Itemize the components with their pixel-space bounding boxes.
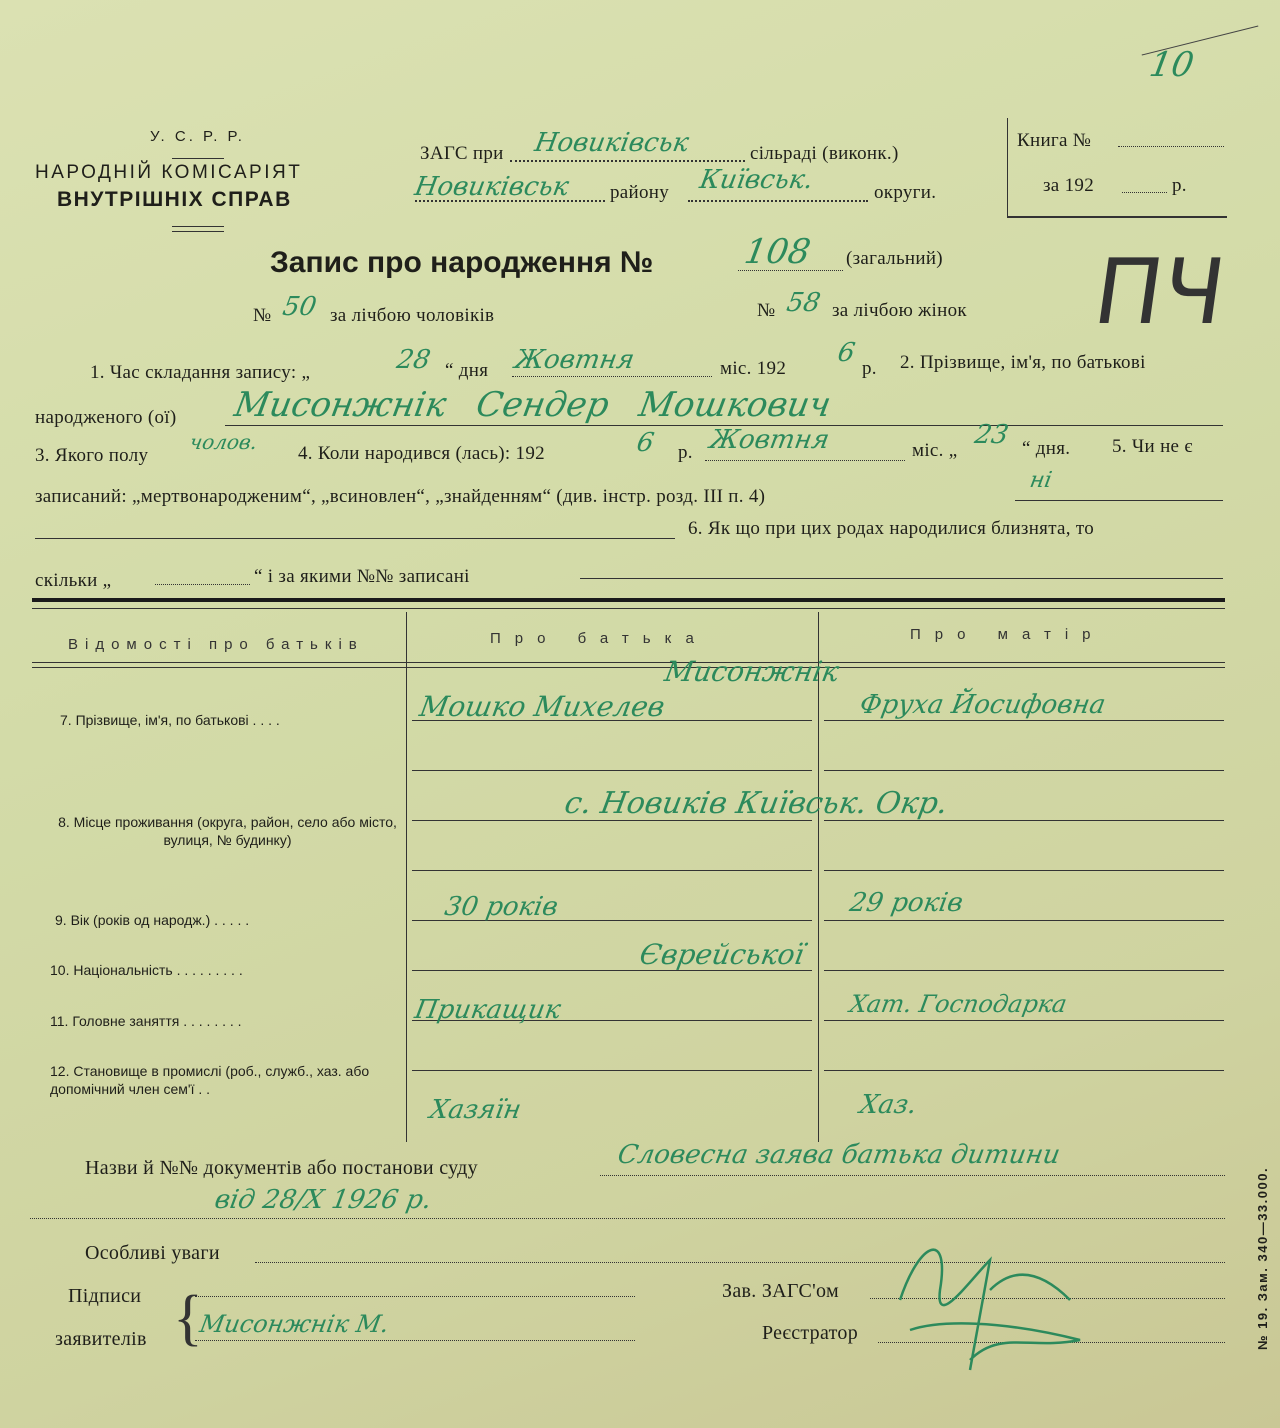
book-box-border (1007, 118, 1008, 218)
book-year-prefix: за 192 (1043, 175, 1094, 196)
signatures-label-2: заявителів (55, 1328, 147, 1350)
documents-line (600, 1175, 1225, 1176)
row-line (824, 1070, 1224, 1071)
registrar-label: Реєстратор (762, 1322, 859, 1344)
okruha-value: Київськ. (697, 165, 816, 195)
row-line (412, 1070, 812, 1071)
documents-value: Словесна заява батька дитини (615, 1140, 1063, 1170)
pencil-stroke (1142, 25, 1259, 55)
row-label-occupation: 11. Головне заняття . . . . . . . . (50, 1013, 242, 1029)
print-code: № 19. Зам. 340—33.000. (1255, 1166, 1270, 1350)
field-6-label-c: “ і за якими №№ записані (254, 566, 470, 587)
row-label-residence: 8. Місце проживання (округа, район, село або місто, вулиця, № будинку) (58, 814, 397, 848)
header-rule (32, 662, 1225, 663)
female-count-value: 58 (784, 288, 823, 318)
row-label-status: 12. Становище в промислі (роб., служб., хаз. або допомічний член сем'ї . . (50, 1063, 370, 1097)
field-6-line (35, 538, 675, 539)
archive-page-number: 10 (1146, 45, 1197, 85)
male-count-label: за лічбою чоловіків (330, 305, 495, 326)
documents-value-date: від 28/X 1926 р. (212, 1185, 434, 1215)
field-1-year-label: міс. 192 (720, 358, 787, 379)
field-4-year: 6 (634, 428, 657, 458)
row-line (824, 920, 1224, 921)
row-line (412, 770, 812, 771)
field-1-r: р. (862, 358, 877, 379)
field-1-day-label: “ дня (445, 360, 489, 381)
documents-label: Назви й №№ документів або постанови суду (85, 1157, 478, 1179)
table-top-rule (32, 608, 1225, 609)
district-label: району (610, 182, 670, 203)
twins-numbers-line (580, 578, 1223, 579)
brace: { (173, 1284, 203, 1352)
father-name: Мошко Михелев (417, 690, 668, 723)
field-3-value: чолов. (187, 430, 260, 454)
column-divider (406, 612, 407, 1142)
official-signature (880, 1220, 1120, 1400)
month-line (512, 376, 712, 377)
field-4-day-label: “ дня. (1022, 438, 1071, 459)
mother-age: 29 років (847, 888, 966, 918)
row-line (824, 870, 1224, 871)
signature-line (195, 1340, 635, 1341)
book-box-border (1007, 216, 1227, 218)
divider (172, 231, 224, 232)
field-4-month: Жовтня (707, 425, 832, 455)
column-divider (818, 612, 819, 1142)
field-4-r: р. (678, 442, 693, 463)
book-line (1118, 146, 1224, 147)
zags-head-label: Зав. ЗАГС'ом (722, 1280, 839, 1302)
column-header-father: Про батька (490, 630, 708, 647)
column-header-mother: Про матір (910, 626, 1105, 643)
okruha-line (688, 200, 868, 202)
child-name: Мисонжнік Сендер Мошкович (231, 385, 835, 425)
field-2-label: 2. Прізвище, ім'я, по батькові (900, 352, 1146, 373)
row-line (412, 870, 812, 871)
female-count-prefix: № (757, 300, 776, 321)
male-count-prefix: № (253, 305, 272, 326)
applicant-signature: Мисонжнік М. (197, 1310, 392, 1338)
row-label-nationality: 10. Національність . . . . . . . . . (50, 962, 243, 978)
okruha-label: округи. (874, 182, 937, 203)
field-4-day: 23 (972, 420, 1011, 450)
mother-name: Фрухa Йосифовна (857, 690, 1108, 720)
signatures-label-1: Підписи (68, 1285, 142, 1307)
divider (172, 158, 224, 159)
father-occupation: Прикащик (412, 995, 564, 1025)
row-line (824, 770, 1224, 771)
twins-count-line (155, 584, 250, 585)
nationality: Єврейської (637, 938, 807, 971)
father-age: 30 років (442, 892, 561, 922)
notes-label: Особливі уваги (85, 1242, 220, 1264)
book-label: Книга № (1017, 130, 1092, 151)
zags-suffix: сільраді (виконк.) (750, 143, 899, 164)
header-rule (32, 667, 1225, 668)
father-status: Хазяїн (427, 1095, 524, 1125)
signature-line (195, 1296, 635, 1297)
table-top-rule (32, 598, 1225, 602)
field-4-mis: міс. „ (912, 440, 958, 461)
record-number: 108 (741, 232, 814, 272)
row-label-age: 9. Вік (років од народж.) . . . . . (55, 912, 250, 928)
row-line (824, 970, 1224, 971)
row-line (824, 1020, 1224, 1021)
field-6-label-b: скільки „ (35, 570, 112, 591)
zags-line (510, 160, 745, 162)
registrar-mark: ПЧ (1087, 240, 1232, 345)
field-5-label-b: записаний: „мертвонародженим“, „всиновлен“, „знайденням“ (див. інстр. розд. III п. 4) (35, 486, 766, 507)
commissariat-line-1: НАРОДНІЙ КОМІСАРІЯТ (35, 162, 303, 183)
field-1-year: 6 (835, 338, 858, 368)
book-year-line (1122, 192, 1167, 193)
field-2-label-b: народженого (ої) (35, 407, 177, 428)
row-line (824, 720, 1224, 721)
title-suffix: (загальний) (846, 248, 943, 269)
father-surname: Мисонжнік (662, 655, 842, 688)
field-5-value: ні (1027, 468, 1054, 493)
field-1-month: Жовтня (512, 345, 637, 375)
field-4-label: 4. Коли народився (лась): 192 (298, 443, 545, 464)
field-5-label: 5. Чи не є (1112, 436, 1193, 457)
republic-label: У. С. Р. Р. (150, 128, 245, 145)
field-1-day: 28 (394, 345, 433, 375)
male-count-value: 50 (280, 292, 319, 322)
mother-status: Хаз. (857, 1090, 920, 1120)
commissariat-line-2: ВНУТРІШНІХ СПРАВ (57, 188, 292, 211)
birth-month-line (705, 460, 905, 461)
page-title: Запис про народження № (270, 246, 654, 279)
divider (172, 226, 224, 227)
field-6-label: 6. Як що при цих родах народилися близнята, то (688, 518, 1095, 539)
zags-prefix: ЗАГС при (420, 143, 504, 164)
mother-occupation: Хат. Господарка (847, 990, 1070, 1018)
residence: с. Новиків Київськ. Окр. (561, 786, 951, 821)
female-count-label: за лічбою жінок (832, 300, 967, 321)
field-3-label: 3. Якого полу (35, 445, 149, 466)
column-header-parents: Відомості про батьків (68, 636, 364, 653)
field-5-line (1015, 500, 1223, 501)
field-1-label: 1. Час складання запису: „ (90, 362, 311, 383)
row-label-surname: 7. Прізвище, ім'я, по батькові . . . . (60, 712, 280, 728)
book-year-suffix: р. (1172, 175, 1187, 196)
documents-line-2 (30, 1218, 1225, 1219)
zags-value: Новиківськ (532, 128, 692, 158)
district-value: Новиківськ (412, 172, 572, 202)
